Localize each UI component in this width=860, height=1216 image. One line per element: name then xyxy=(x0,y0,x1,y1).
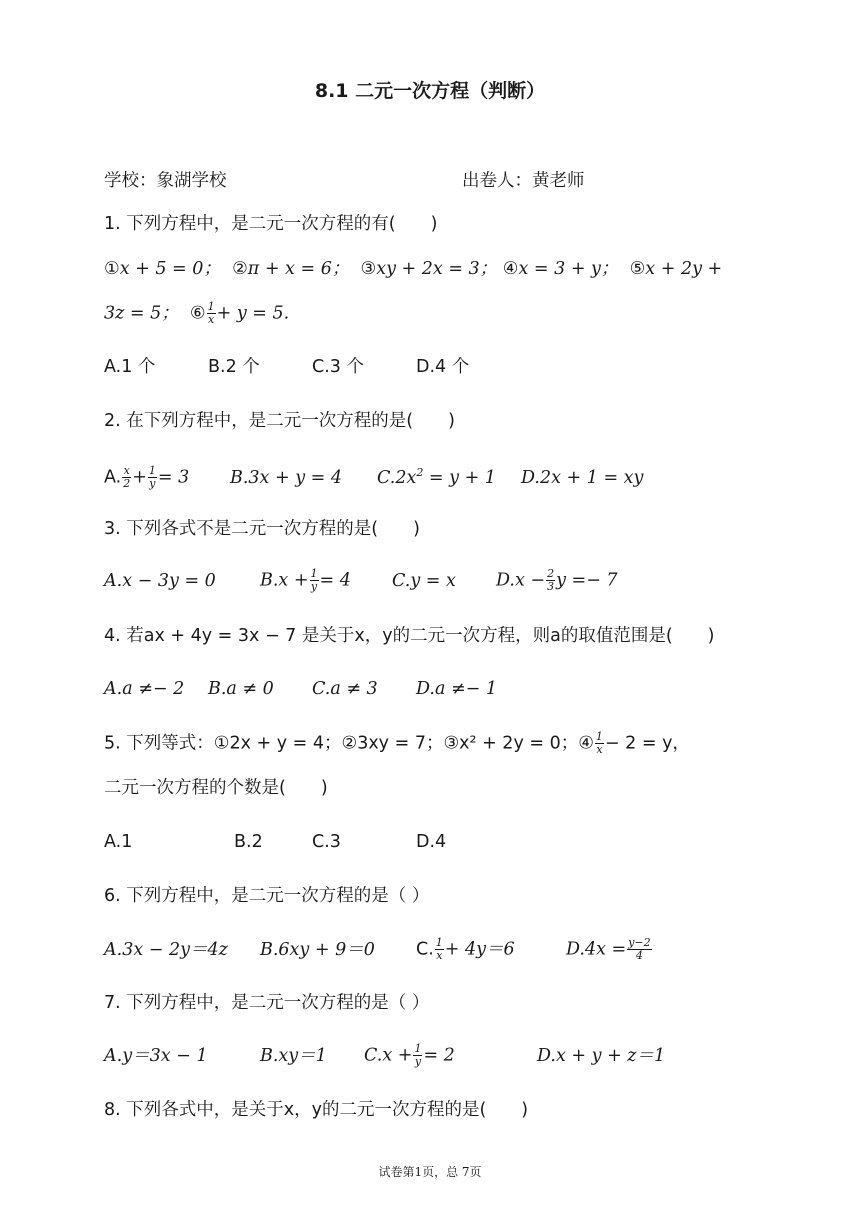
option-b: B.xy＝1 xyxy=(260,1045,327,1066)
option-c: C.y = x xyxy=(392,570,456,591)
question-1-options xyxy=(104,355,469,379)
expr-5-cont: 3z = 5； xyxy=(104,303,179,324)
option-d: D.4 xyxy=(416,832,447,852)
option-d: D.x + y + z＝1 xyxy=(537,1045,666,1066)
question-7-options xyxy=(104,1043,665,1068)
option-a: A. $\frac{x}{2}$ + $\frac{1}{y}$ = 3 xyxy=(104,464,190,491)
expr-2: π + x = 6； xyxy=(247,259,350,279)
question-1-expressions xyxy=(104,257,722,281)
question-6-stem: 6. 下列方程中，是二元一次方程的是（ ） xyxy=(104,886,430,906)
option-b: B.6xy + 9＝0 xyxy=(260,939,375,960)
expr-3: xy + 2x = 3； xyxy=(376,259,498,279)
circle-2: ② xyxy=(232,259,248,279)
option-a: A.x − 3y = 0 xyxy=(104,570,216,591)
circle-3: ③ xyxy=(360,259,377,279)
option-c: C.a ≠ 3 xyxy=(312,679,378,699)
option-b: B.3x + y = 4 xyxy=(230,467,343,488)
option-b: B.2 xyxy=(234,832,263,852)
option-d: D.4x = $\frac{y-2}{4}$ xyxy=(566,936,651,962)
question-1-expressions-cont xyxy=(104,301,289,326)
circle-6: ⑥ xyxy=(189,303,206,324)
fraction-1-over-x: $\frac{1}{x}$ xyxy=(207,300,215,326)
option-a: A.3x − 2y＝4z xyxy=(104,939,228,960)
option-a: A.y＝3x − 1 xyxy=(104,1045,208,1066)
option-c: C.x + $\frac{1}{y}$ = 2 xyxy=(364,1042,455,1068)
option-d: D.2x + 1 = xy xyxy=(521,467,644,488)
option-a: A.1 个 xyxy=(104,357,156,377)
question-5-stem-cont: 二元一次方程的个数是( ) xyxy=(104,778,328,798)
option-a: A.a ≠− 2 xyxy=(104,679,185,699)
question-3-options xyxy=(104,568,618,593)
option-d: D.x − $\frac{2}{3}$ y =− 7 xyxy=(496,567,618,593)
option-a: A.1 xyxy=(104,832,133,852)
circle-4: ④ xyxy=(502,259,519,279)
question-3-stem: 3. 下列各式不是二元一次方程的是( ) xyxy=(104,519,420,539)
question-7-stem: 7. 下列方程中，是二元一次方程的是（ ） xyxy=(104,993,430,1013)
question-5-options xyxy=(104,830,446,854)
option-d: D.4 个 xyxy=(416,357,470,377)
page-footer: 试卷第1页，总 7页 xyxy=(378,1165,482,1179)
question-2-options xyxy=(104,461,643,490)
expr-5: x + 2y + xyxy=(645,259,723,279)
option-b: B.x + $\frac{1}{y}$ = 4 xyxy=(260,567,351,593)
option-c: $C.2x^2 = y + 1$ xyxy=(377,466,496,488)
option-b: B.2 个 xyxy=(208,357,260,377)
option-b: B.a ≠ 0 xyxy=(208,679,274,699)
question-5-stem: 5. 下列等式：①2x + y = 4；②3xy = 7；③x² + 2y = 0；④ $\frac{1}{x}$ − 2 = y， xyxy=(104,730,690,756)
question-1-stem: 1. 下列方程中，是二元一次方程的有( ) xyxy=(104,214,438,234)
page-title: 8.1 二元一次方程（判断） xyxy=(314,80,546,102)
circle-5: ⑤ xyxy=(629,259,646,279)
option-c: C.3 xyxy=(312,832,341,852)
author-label: 出卷人：黄老师 xyxy=(462,171,585,191)
expr-6: + y = 5. xyxy=(216,303,290,324)
question-4-stem: 4. 若ax + 4y = 3x − 7 是关于x，y的二元一次方程，则a的取值范围是( ) xyxy=(104,626,715,646)
school-label: 学校：象湖学校 xyxy=(104,171,227,191)
question-2-stem: 2. 在下列方程中，是二元一次方程的是( ) xyxy=(104,411,455,431)
option-c: C. $\frac{1}{x}$ + 4y＝6 xyxy=(416,936,515,962)
option-c: C.3 个 xyxy=(312,357,364,377)
question-6-options xyxy=(104,937,653,962)
option-d: D.a ≠− 1 xyxy=(416,679,497,699)
question-4-options xyxy=(104,677,497,701)
expr-1: x + 5 = 0； xyxy=(119,259,221,279)
question-8-stem: 8. 下列各式中，是关于x，y的二元一次方程的是( ) xyxy=(104,1100,529,1120)
circle-1: ① xyxy=(104,259,120,279)
expr-4: x = 3 + y； xyxy=(518,259,619,279)
